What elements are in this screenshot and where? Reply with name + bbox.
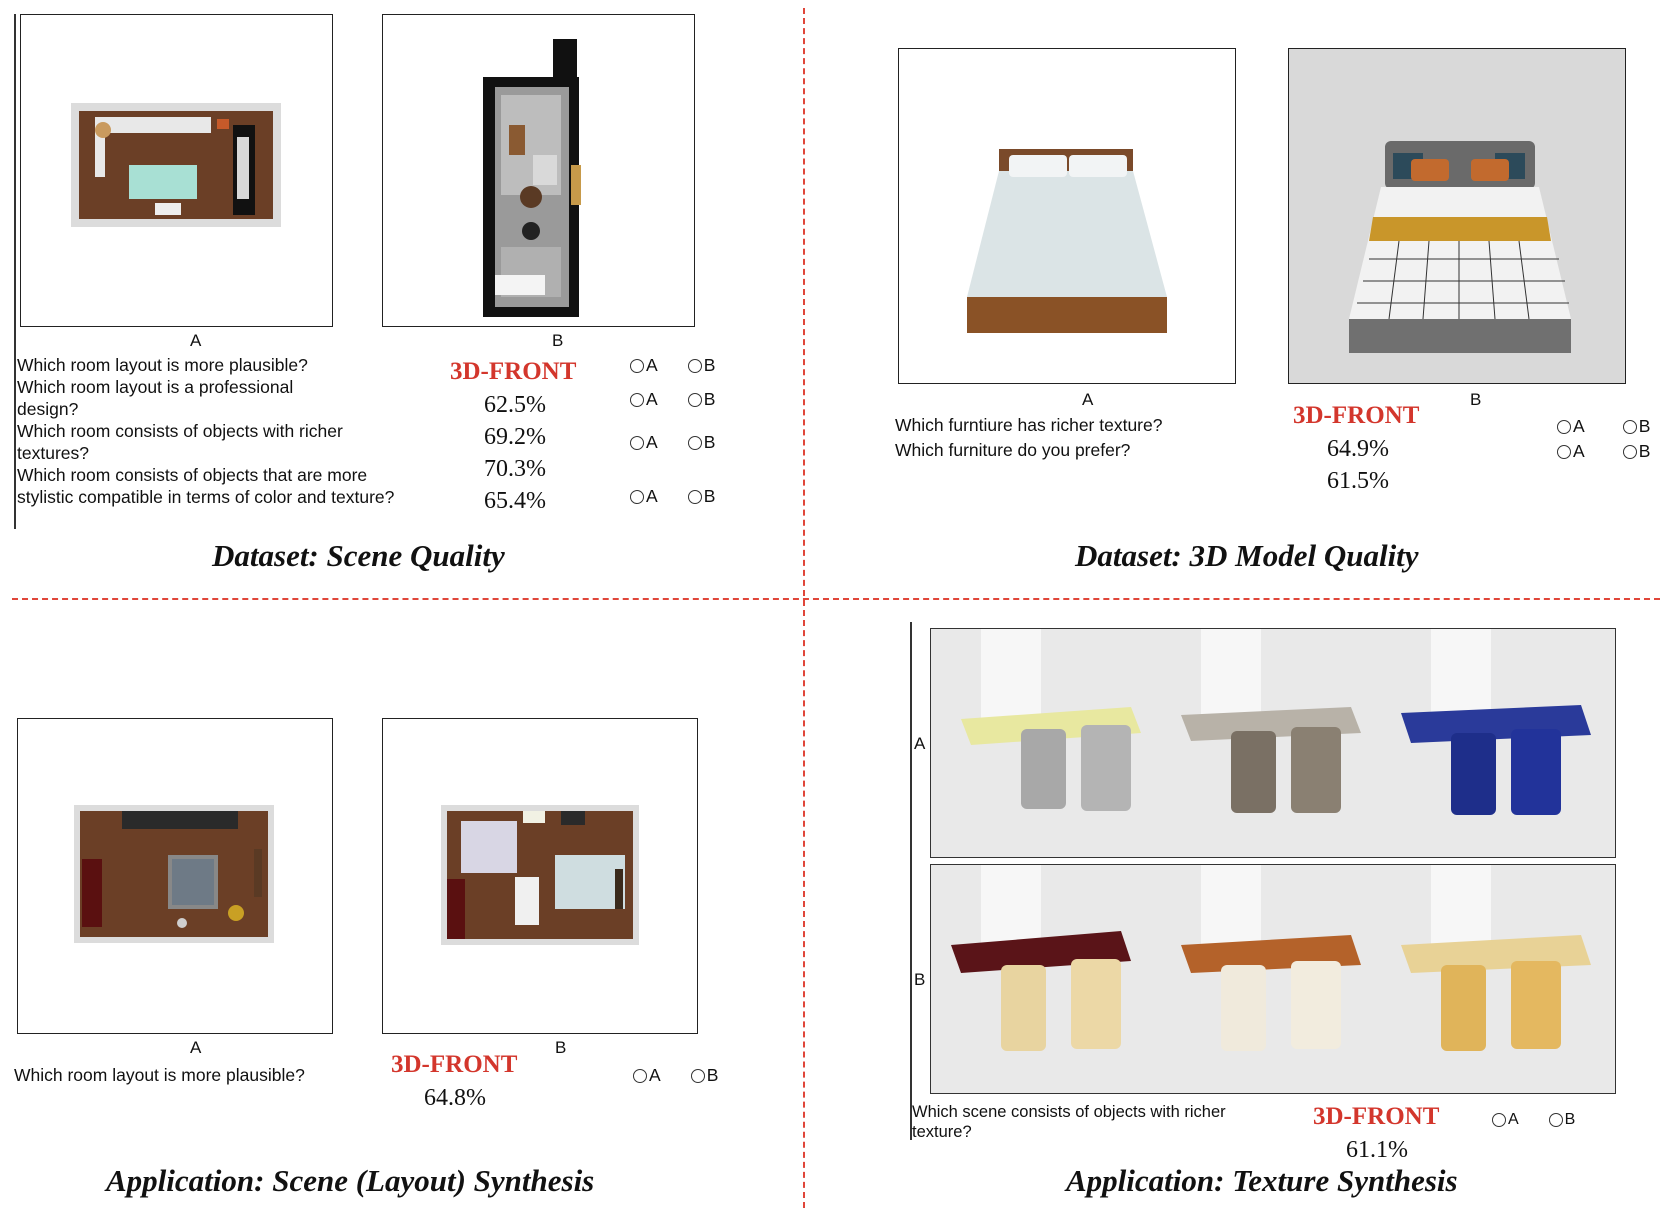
radio-option-b[interactable]: B xyxy=(1549,1111,1576,1129)
radio-option-a[interactable]: A xyxy=(630,389,658,410)
bed-a-image xyxy=(898,48,1236,384)
radio-option-a[interactable]: A xyxy=(630,486,658,507)
texture-radio-group xyxy=(1492,1111,1575,1129)
texture-percent: 61.1% xyxy=(1346,1137,1408,1163)
question-2: Which room layout is a professional design? xyxy=(17,377,294,419)
model-percent-1: 64.9% xyxy=(1327,436,1389,462)
bed-a-label: A xyxy=(1082,390,1094,409)
room-b-image xyxy=(382,14,695,327)
panel-caption: Dataset: Scene Quality xyxy=(212,538,505,573)
room-b-label: B xyxy=(552,331,564,350)
radio-option-a[interactable]: A xyxy=(1492,1111,1519,1129)
radio-option-b[interactable]: B xyxy=(688,432,716,453)
layout-percent: 64.8% xyxy=(424,1085,486,1111)
brand-label: 3D-FRONT xyxy=(391,1051,518,1078)
layout-a-label: A xyxy=(190,1038,202,1057)
room-a-render xyxy=(21,15,331,325)
bed-a-render xyxy=(899,49,1234,382)
layout-a-image xyxy=(17,718,333,1034)
texture-row-a-render xyxy=(931,629,1615,857)
texture-question: Which scene consists of objects with richer texture? xyxy=(912,1103,1226,1141)
question-1: Which room layout is more plausible? xyxy=(17,355,308,375)
radio-option-a[interactable]: A xyxy=(630,355,658,376)
radio-option-a[interactable]: A xyxy=(630,432,658,453)
layout-question: Which room layout is more plausible? xyxy=(14,1065,305,1085)
vertical-divider xyxy=(803,8,805,1208)
percent-1: 62.5% xyxy=(484,392,546,418)
radio-option-b[interactable]: B xyxy=(688,486,716,507)
layout-b-render xyxy=(383,719,696,1032)
bed-b-label: B xyxy=(1470,390,1482,409)
radio-group-2 xyxy=(630,389,715,410)
layout-b-label: B xyxy=(555,1038,567,1057)
texture-row-b-image xyxy=(930,864,1616,1094)
radio-option-b[interactable]: B xyxy=(691,1065,719,1086)
model-radio-group-1 xyxy=(1557,416,1650,437)
model-radio-group-2 xyxy=(1557,441,1650,462)
question-3: Which room consists of objects with richer textures? xyxy=(17,421,343,463)
panel-caption: Dataset: 3D Model Quality xyxy=(1075,538,1419,573)
layout-b-image xyxy=(382,718,698,1034)
model-percent-2: 61.5% xyxy=(1327,468,1389,494)
radio-group-1 xyxy=(630,355,715,376)
texture-row-b-render xyxy=(931,865,1615,1093)
brand-label: 3D-FRONT xyxy=(1313,1103,1440,1130)
layout-a-render xyxy=(18,719,331,1032)
model-question-1: Which furntiure has richer texture? xyxy=(895,415,1163,435)
left-rule xyxy=(14,14,16,529)
bed-b-render xyxy=(1289,49,1624,382)
bed-b-image xyxy=(1288,48,1626,384)
percent-3: 70.3% xyxy=(484,456,546,482)
radio-option-b[interactable]: B xyxy=(1623,416,1651,437)
radio-option-b[interactable]: B xyxy=(688,389,716,410)
question-4: Which room consists of objects that are more stylistic compatible in terms of color and texture? xyxy=(17,465,395,507)
texture-row-a-image xyxy=(930,628,1616,858)
left-rule xyxy=(910,622,912,1140)
radio-option-b[interactable]: B xyxy=(1623,441,1651,462)
layout-radio-group xyxy=(633,1065,718,1086)
row-a-label: A xyxy=(914,734,926,753)
radio-group-3 xyxy=(630,432,715,453)
radio-option-a[interactable]: A xyxy=(1557,416,1585,437)
room-a-label: A xyxy=(190,331,202,350)
model-question-2: Which furniture do you prefer? xyxy=(895,440,1131,460)
percent-2: 69.2% xyxy=(484,424,546,450)
horizontal-divider xyxy=(12,598,1660,600)
radio-group-4 xyxy=(630,486,715,507)
room-b-render xyxy=(383,15,693,325)
radio-option-a[interactable]: A xyxy=(1557,441,1585,462)
percent-4: 65.4% xyxy=(484,488,546,514)
brand-label: 3D-FRONT xyxy=(450,358,577,385)
radio-option-a[interactable]: A xyxy=(633,1065,661,1086)
brand-label: 3D-FRONT xyxy=(1293,402,1420,429)
room-a-image xyxy=(20,14,333,327)
panel-caption: Application: Scene (Layout) Synthesis xyxy=(106,1163,595,1198)
radio-option-b[interactable]: B xyxy=(688,355,716,376)
panel-caption: Application: Texture Synthesis xyxy=(1066,1163,1458,1198)
row-b-label: B xyxy=(914,970,926,989)
